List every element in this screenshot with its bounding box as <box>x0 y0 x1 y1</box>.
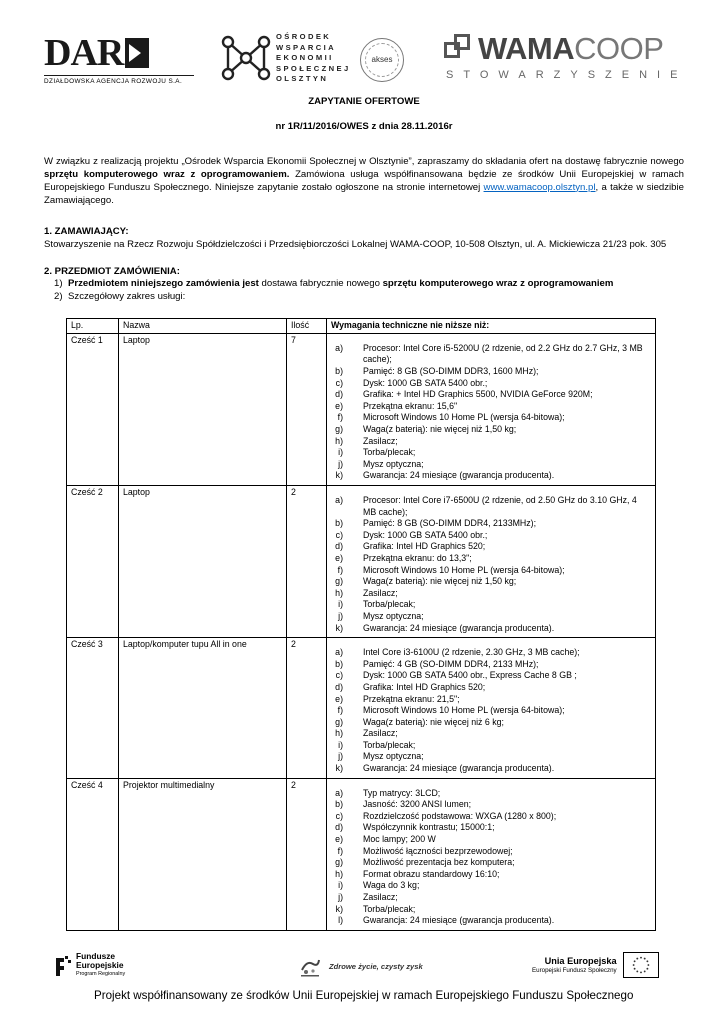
requirement-item <box>331 553 651 565</box>
section-1-title: 1. ZAMAWIAJĄCY: <box>44 225 129 237</box>
cell-name: Laptop <box>119 333 287 485</box>
eu-star-icon <box>646 960 648 962</box>
ue-subtitle: Europejski Fundusz Społeczny <box>532 967 617 975</box>
requirement-letter: d) <box>335 541 343 552</box>
eu-star-icon <box>643 970 645 972</box>
requirement-letter: j) <box>338 751 343 762</box>
section-2-list <box>54 278 684 304</box>
fe-line-small: Program Regionalny <box>76 971 126 977</box>
wama-coop-subtitle: STOWARZYSZENIE <box>446 69 688 81</box>
requirement-item <box>331 447 651 459</box>
eu-star-icon <box>632 964 634 966</box>
warmia-mazury-icon <box>299 956 321 978</box>
requirement-text: Moc lampy; 200 W <box>363 834 436 845</box>
cell-quantity: 7 <box>287 333 327 485</box>
requirement-text: Grafika: Intel HD Graphics 520; <box>363 681 486 692</box>
requirement-text: Gwarancja: 24 miesiące (gwarancja producenta). <box>363 622 555 633</box>
requirement-text: Gwarancja: 24 miesiące (gwarancja producenta). <box>363 470 555 481</box>
header-lp: Lp. <box>67 319 119 334</box>
requirement-letter: d) <box>335 822 343 833</box>
eu-flag-icon <box>623 952 659 978</box>
requirement-letter: a) <box>335 495 343 505</box>
requirement-item <box>331 588 651 600</box>
ue-title: Unia Europejska <box>544 955 617 966</box>
requirement-letter: i) <box>338 599 343 610</box>
requirement-letter: c) <box>335 670 343 681</box>
list-text: Szczegółowy zakres usługi: <box>68 291 186 303</box>
requirement-letter: i) <box>338 880 343 891</box>
intro-text: W związku z realizacją projektu „Ośrodek Wsparcia Ekonomii Społecznej w Olsztynie”, zapraszamy do składania ofert na dostawę fabrycznie nowego <box>44 155 684 167</box>
fe-line: Fundusze <box>76 951 116 961</box>
requirements-list <box>331 343 651 482</box>
requirement-text: Zasilacz; <box>363 728 398 739</box>
owes-logo <box>220 30 360 86</box>
document-number: nr 1R/11/2016/OWES z dnia 28.11.2016r <box>275 120 453 132</box>
owes-line: SPOŁECZNEJ <box>276 63 351 73</box>
specification-table <box>66 318 656 931</box>
list-number: 1) <box>54 278 63 290</box>
requirement-text: Przekątna ekranu: 15,6" <box>363 400 458 411</box>
cell-quantity: 2 <box>287 486 327 638</box>
cell-lp: Cześć 3 <box>67 638 119 779</box>
list-item <box>54 291 684 304</box>
list-bold: Przedmiotem niniejszego zamówienia jest <box>68 278 259 290</box>
requirement-text: Mysz optyczna; <box>363 751 424 762</box>
owes-logo-text <box>276 32 351 85</box>
section-1-text: Stowarzyszenie na Rzecz Rozwoju Spółdzielczości i Przedsiębiorczości Lokalnej WAMA-COOP, 10-508 Olsztyn, ul. A. Mickiewicza 21/23 pok. 305 <box>44 238 667 250</box>
requirement-item <box>331 611 651 623</box>
header-name: Nazwa <box>119 319 287 334</box>
requirement-letter: g) <box>335 424 343 435</box>
requirement-letter: j) <box>338 458 343 469</box>
requirement-letter: g) <box>335 857 343 868</box>
requirement-letter: a) <box>335 342 343 353</box>
akses-logo-text: akses <box>365 43 399 77</box>
requirement-text: Mysz optyczna; <box>363 458 424 469</box>
header-logos <box>44 30 688 88</box>
requirement-item <box>331 659 651 671</box>
unia-europejska-logo <box>532 952 659 978</box>
owes-line: WSPARCIA <box>276 42 336 52</box>
requirement-letter: h) <box>335 435 343 446</box>
intro-text: Zamówiona usługa współfinansowana będzie ze środków Unii Europejskiej w ramach Europejskiego Funduszu Społecznego. Niniejsze zapytanie zostało ogłoszone na stronie internetowej <box>44 168 684 193</box>
requirement-text: Torba/plecak; <box>363 599 416 610</box>
cell-name: Projektor multimedialny <box>119 778 287 930</box>
table-row <box>67 778 656 930</box>
requirement-text: Dysk: 1000 GB SATA 5400 obr., Express Cache 8 GB ; <box>363 670 577 681</box>
header-requirements: Wymagania techniczne nie niższe niż: <box>327 319 656 334</box>
requirement-item <box>331 857 651 869</box>
requirement-item <box>331 495 651 518</box>
requirement-text: Waga(z baterią): nie więcej niż 6 kg; <box>363 716 504 727</box>
wama-coop-word <box>478 31 664 66</box>
requirement-text: Pamięć: 8 GB (SO-DIMM DDR4, 2133MHz); <box>363 518 537 529</box>
requirement-letter: e) <box>335 552 343 563</box>
requirement-item <box>331 705 651 717</box>
fe-line: Europejskie <box>76 960 124 970</box>
requirement-letter: b) <box>335 658 343 669</box>
requirement-letter: a) <box>335 787 343 798</box>
requirement-text: Rozdzielczość podstawowa: WXGA (1280 x 800); <box>363 810 557 821</box>
eu-star-icon <box>633 968 635 970</box>
requirement-letter: k) <box>335 763 343 774</box>
requirement-text: Przekątna ekranu: do 13,3"; <box>363 552 472 563</box>
requirements-list <box>331 647 651 775</box>
cell-requirements <box>327 486 656 638</box>
requirement-letter: j) <box>338 610 343 621</box>
intro-text: , a także w siedzibie Zamawiającego. <box>44 181 684 206</box>
table-row <box>67 486 656 638</box>
zdrowe-zycie-text: Zdrowe życie, czysty zysk <box>329 961 423 971</box>
requirement-letter: g) <box>335 716 343 727</box>
cell-requirements <box>327 638 656 779</box>
wama-coop-logo <box>444 31 688 83</box>
website-link[interactable]: www.wamacoop.olsztyn.pl <box>483 181 596 193</box>
requirement-text: Typ matrycy: 3LCD; <box>363 787 441 798</box>
eu-star-icon <box>640 957 642 959</box>
eu-star-icon <box>647 964 649 966</box>
eu-star-icon <box>636 970 638 972</box>
requirement-item <box>331 811 651 823</box>
cell-lp: Cześć 4 <box>67 778 119 930</box>
intro-paragraph <box>44 156 684 208</box>
requirement-item <box>331 576 651 588</box>
requirement-item <box>331 763 651 775</box>
dar-logo-mark-icon <box>125 38 149 68</box>
requirement-item <box>331 915 651 927</box>
requirement-letter: f) <box>337 705 343 716</box>
requirement-letter: c) <box>335 810 343 821</box>
eu-star-icon <box>640 971 642 973</box>
requirement-text: Waga(z baterią): nie więcej niż 1,50 kg; <box>363 424 517 435</box>
cell-name: Laptop/komputer tupu All in one <box>119 638 287 779</box>
requirement-item <box>331 412 651 424</box>
list-number: 2) <box>54 291 63 303</box>
requirement-item <box>331 623 651 635</box>
zdrowe-zycie-logo <box>299 956 423 978</box>
requirement-item <box>331 788 651 800</box>
requirement-item <box>331 647 651 659</box>
requirement-letter: b) <box>335 366 343 377</box>
requirement-letter: d) <box>335 389 343 400</box>
requirement-text: Zasilacz; <box>363 587 398 598</box>
cell-requirements <box>327 778 656 930</box>
requirement-letter: k) <box>335 470 343 481</box>
requirement-item <box>331 343 651 366</box>
requirement-item <box>331 459 651 471</box>
requirement-item <box>331 728 651 740</box>
wama-word-light: COOP <box>574 31 664 66</box>
owes-line: OŚRODEK <box>276 32 332 41</box>
requirement-letter: f) <box>337 412 343 423</box>
requirement-letter: e) <box>335 693 343 704</box>
requirement-text: Waga do 3 kg; <box>363 880 420 891</box>
requirement-item <box>331 751 651 763</box>
cell-lp: Cześć 2 <box>67 486 119 638</box>
requirement-letter: e) <box>335 834 343 845</box>
cell-name: Laptop <box>119 486 287 638</box>
requirement-letter: l) <box>338 915 343 926</box>
requirement-text: Torba/plecak; <box>363 447 416 458</box>
requirement-item <box>331 892 651 904</box>
dar-logo-word: DAR <box>44 32 124 74</box>
requirement-letter: f) <box>337 564 343 575</box>
owes-line: OLSZTYN <box>276 74 329 84</box>
requirement-letter: h) <box>335 868 343 879</box>
fundusze-europejskie-icon <box>54 954 72 978</box>
requirement-item <box>331 694 651 706</box>
requirements-list <box>331 495 651 634</box>
section-2-title: 2. PRZEDMIOT ZAMÓWIENIA: <box>44 265 180 277</box>
table-row <box>67 638 656 779</box>
requirement-text: Pamięć: 4 GB (SO-DIMM DDR4, 2133 MHz); <box>363 658 539 669</box>
requirement-item <box>331 799 651 811</box>
document-title: ZAPYTANIE OFERTOWE <box>308 96 420 107</box>
list-bold: sprzętu komputerowego wraz z oprogramowaniem <box>382 278 614 290</box>
requirement-letter: b) <box>335 518 343 529</box>
requirement-item <box>331 599 651 611</box>
requirement-text: Grafika: Intel HD Graphics 520; <box>363 541 486 552</box>
document-body <box>44 96 684 304</box>
requirement-text: Zasilacz; <box>363 435 398 446</box>
requirement-text: Format obrazu standardowy 16:10; <box>363 868 500 879</box>
fundusze-europejskie-logo <box>54 952 125 979</box>
requirements-list <box>331 788 651 927</box>
requirement-letter: c) <box>335 377 343 388</box>
eu-star-icon <box>636 958 638 960</box>
intro-bold: sprzętu komputerowego wraz z oprogramowaniem. <box>44 168 290 180</box>
dar-logo <box>44 34 194 87</box>
requirement-text: Waga(z baterią): nie więcej niż 1,50 kg; <box>363 576 517 587</box>
requirement-text: Torba/plecak; <box>363 739 416 750</box>
wama-word-bold: WAMA <box>478 31 575 66</box>
requirement-letter: f) <box>337 845 343 856</box>
requirement-item <box>331 541 651 553</box>
requirement-text: Gwarancja: 24 miesiące (gwarancja producenta). <box>363 763 555 774</box>
requirement-item <box>331 424 651 436</box>
cell-quantity: 2 <box>287 638 327 779</box>
requirement-text: Jasność: 3200 ANSI lumen; <box>363 799 472 810</box>
eu-star-icon <box>646 968 648 970</box>
requirement-item <box>331 518 651 530</box>
requirement-item <box>331 682 651 694</box>
requirement-text: Gwarancja: 24 miesiące (gwarancja producenta). <box>363 915 555 926</box>
requirement-text: Przekątna ekranu: 21,5"; <box>363 693 460 704</box>
requirement-text: Intel Core i3-6100U (2 rdzenie, 2.30 GHz, 3 MB cache); <box>363 647 580 658</box>
cell-requirements <box>327 333 656 485</box>
requirement-letter: e) <box>335 400 343 411</box>
requirement-text: Grafika: + Intel HD Graphics 5500, NVIDIA GeForce 920M; <box>363 389 593 400</box>
requirement-text: Dysk: 1000 GB SATA 5400 obr.; <box>363 377 488 388</box>
requirement-text: Mysz optyczna; <box>363 610 424 621</box>
requirement-letter: k) <box>335 903 343 914</box>
requirement-item <box>331 904 651 916</box>
requirement-item <box>331 717 651 729</box>
requirement-item <box>331 822 651 834</box>
requirement-text: Dysk: 1000 GB SATA 5400 obr.; <box>363 529 488 540</box>
requirement-letter: i) <box>338 739 343 750</box>
requirement-letter: h) <box>335 728 343 739</box>
requirement-text: Możliwość prezentacja bez komputera; <box>363 857 515 868</box>
requirement-letter: g) <box>335 576 343 587</box>
requirement-item <box>331 846 651 858</box>
footer <box>44 948 684 1008</box>
list-item <box>54 278 684 291</box>
requirement-text: Współczynnik kontrastu; 15000:1; <box>363 822 495 833</box>
requirement-item <box>331 389 651 401</box>
requirement-item <box>331 869 651 881</box>
requirement-item <box>331 670 651 682</box>
requirement-text: Torba/plecak; <box>363 903 416 914</box>
requirement-text: Zasilacz; <box>363 892 398 902</box>
requirement-item <box>331 740 651 752</box>
requirement-text: Procesor: Intel Core i7-6500U (2 rdzenie, od 2.50 GHz do 3.10 GHz, 4 MB cache); <box>363 495 637 517</box>
dar-logo-subtitle: DZIAŁDOWSKA AGENCJA ROZWOJU S.A. <box>44 75 194 87</box>
owes-line: EKONOMII <box>276 53 334 63</box>
requirement-letter: j) <box>338 892 343 902</box>
requirement-text: Pamięć: 8 GB (SO-DIMM DDR3, 1600 MHz); <box>363 366 539 377</box>
requirement-text: Procesor: Intel Core i5-5200U (2 rdzenie, od 2.2 GHz do 2.7 GHz, 3 MB cache); <box>363 342 643 365</box>
requirement-letter: d) <box>335 681 343 692</box>
requirement-item <box>331 378 651 390</box>
eu-star-icon <box>643 958 645 960</box>
requirement-text: Możliwość łączności bezprzewodowej; <box>363 845 513 856</box>
requirement-letter: c) <box>335 529 343 540</box>
requirement-letter: k) <box>335 622 343 633</box>
owes-network-icon <box>220 34 272 82</box>
table-row <box>67 333 656 485</box>
wama-coop-mark-icon <box>444 34 474 64</box>
cell-quantity: 2 <box>287 778 327 930</box>
requirement-text: Microsoft Windows 10 Home PL (wersja 64-bitowa); <box>363 705 565 716</box>
requirement-letter: h) <box>335 587 343 598</box>
requirement-letter: i) <box>338 447 343 458</box>
eu-star-icon <box>633 960 635 962</box>
requirement-item <box>331 834 651 846</box>
requirement-text: Microsoft Windows 10 Home PL (wersja 64-bitowa); <box>363 564 565 575</box>
requirement-letter: b) <box>335 799 343 810</box>
requirement-item <box>331 366 651 378</box>
requirement-item <box>331 401 651 413</box>
list-text: dostawa fabrycznie nowego <box>258 278 383 290</box>
table-header-row <box>67 319 656 334</box>
funding-statement: Projekt współfinansowany ze środków Unii Europejskiej w ramach Europejskiego Funduszu Społecznego <box>94 989 634 1002</box>
akses-logo <box>360 38 404 82</box>
requirement-item <box>331 880 651 892</box>
cell-lp: Cześć 1 <box>67 333 119 485</box>
requirement-letter: a) <box>335 647 343 658</box>
requirement-item <box>331 470 651 482</box>
header-quantity: Ilość <box>287 319 327 334</box>
requirement-item <box>331 436 651 448</box>
requirement-text: Microsoft Windows 10 Home PL (wersja 64-bitowa); <box>363 412 565 423</box>
requirement-item <box>331 565 651 577</box>
requirement-item <box>331 530 651 542</box>
